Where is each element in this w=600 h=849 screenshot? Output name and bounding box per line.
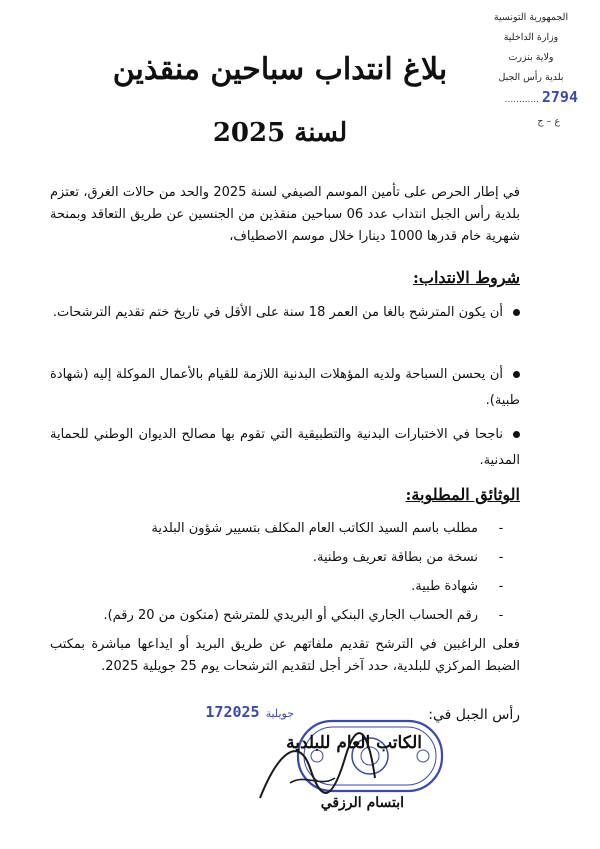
reference-number: 2794 ............ [504,88,578,106]
page-subtitle: لسنة 2025 [212,118,348,148]
condition-text: أن يكون المترشح بالغا من العمر 18 سنة على الأقل في تاريخ ختم تقديم الترشحات. [52,305,503,320]
date-month: جويلية [265,707,294,720]
document-item [50,548,510,568]
bullet-icon [513,431,520,438]
letterhead-line: وزارة الداخلية [503,32,559,43]
closing-paragraph: فعلى الراغبين في الترشح تقديم ملفاتهم عن طريق البريد أو ايداعها مباشرة بمكتب الضبط المركزي للبلدية، حدد آخر أجل لتقديم الترشحات يوم 25 جويلية 2025. [50,637,520,674]
reference-number-value: 2794 [541,88,578,106]
documents-heading: الوثائق المطلوبة: [405,485,520,504]
document-text: شهادة طبية. [411,579,478,594]
document-item [50,519,510,539]
letterhead [476,8,586,88]
document-text: مطلب باسم السيد الكاتب العام المكلف بتسيير شؤون البلدية [151,521,478,536]
condition-text: أن يحسن السباحة ولديه المؤهلات البدنية اللازمة للقيام بالأعمال الموكلة إليه (شهادة طبية). [50,367,520,408]
page-title: بلاغ انتداب سباحين منقذين [112,52,448,87]
condition-item [50,362,520,414]
letterhead-line: الجمهورية التونسية [493,12,569,23]
dash-icon: - [498,521,504,536]
signatory-name: ابتسام الرزقي [320,795,404,811]
letterhead-line: بلدية رأس الجبل [498,72,564,83]
signature-place: رأس الجبل في: [428,707,520,723]
document-item [50,577,510,597]
document-item [50,606,510,626]
condition-item [50,422,520,474]
dash-icon: - [498,579,504,594]
intro-paragraph: في إطار الحرص على تأمين الموسم الصيفي لسنة 2025 والحد من حالات الغرق، تعتزم بلدية رأس الجبل انتداب عدد 06 سباحين منقذين من الجنسين عن طريق التعاقد وبمنحة شهرية خام قدرها 1000 دينارا خلال موسم الاصطياف، [50,185,520,244]
bullet-icon [513,309,520,316]
date-year: 2025 [223,703,260,721]
bullet-icon [513,371,520,378]
letterhead-line: ولاية بنزرت [508,52,554,63]
document-text: نسخة من بطاقة تعريف وطنية. [312,550,478,565]
reference-suffix: ع – ج [537,116,560,127]
dash-icon: - [498,550,504,565]
conditions-heading: شروط الانتداب: [413,268,520,287]
date-stamp [205,703,300,721]
dash-icon: - [498,608,504,623]
condition-text: ناجحا في الاختبارات البدنية والتطبيقية التي تقوم بها مصالح الديوان الوطني للحماية المدنية. [50,427,520,468]
date-day: 17 [205,703,224,721]
signatory-title: الكاتب العام للبلدية [286,733,422,753]
document-text: رقم الحساب الجاري البنكي أو البريدي للمترشح (متكون من 20 رقم). [103,608,478,623]
condition-item [50,300,520,326]
